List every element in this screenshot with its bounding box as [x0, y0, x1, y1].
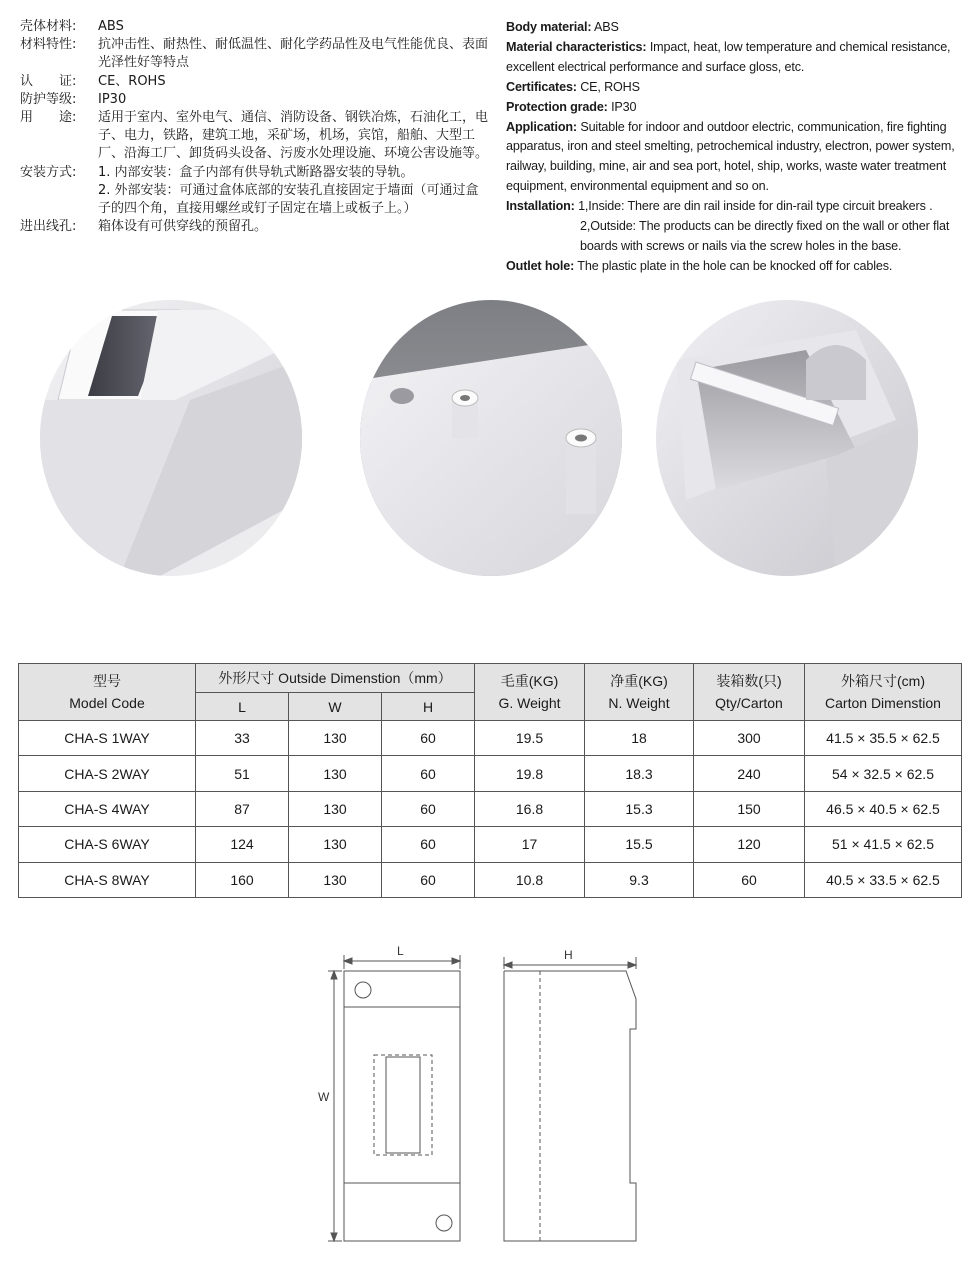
cell-w: 130	[289, 827, 382, 862]
side-view	[504, 971, 636, 1241]
cell-gw: 19.5	[475, 721, 585, 756]
cell-h: 60	[382, 721, 475, 756]
label-l: L	[397, 944, 404, 958]
arrow-left	[344, 958, 352, 964]
header-h: H	[382, 693, 475, 721]
cell-nw: 15.3	[585, 791, 694, 826]
side-outline	[504, 971, 636, 1241]
spec-cn-value: ABS	[98, 19, 124, 34]
spec-en-value: 2,Outside: The products can be directly fixed on the wall or other flat boards with screws or nails via the screw holes in the base.	[580, 219, 950, 253]
spec-cn-label: 防护等级:	[20, 91, 77, 107]
product-photo-cover	[40, 300, 302, 576]
spec-cn-value: 箱体设有可供穿线的预留孔。	[98, 219, 268, 235]
cell-qty: 300	[694, 721, 805, 756]
arrow-up	[331, 971, 337, 979]
arrow-right	[628, 962, 636, 968]
spec-en-label: Protection grade:	[506, 99, 608, 114]
cell-carton: 51 × 41.5 × 62.5	[805, 827, 962, 862]
spec-cn-value: CE、ROHS	[98, 73, 166, 89]
cell-gw: 19.8	[475, 756, 585, 791]
spec-cn-label: 材料特性:	[20, 37, 77, 53]
cell-carton: 41.5 × 35.5 × 62.5	[805, 721, 962, 756]
header-qty	[694, 664, 805, 721]
spec-cn-row	[20, 164, 490, 182]
spec-chinese	[20, 18, 490, 236]
header-nw-en: N. Weight	[608, 695, 670, 711]
cell-l: 160	[196, 862, 289, 897]
spec-cn-row	[20, 91, 490, 109]
cell-gw: 17	[475, 827, 585, 862]
header-w: W	[289, 693, 382, 721]
header-net-weight	[585, 664, 694, 721]
header-model-en: Model Code	[69, 695, 145, 711]
cell-h: 60	[382, 827, 475, 862]
header-qty-cn: 装箱数(只)	[716, 673, 782, 689]
cell-w: 130	[289, 721, 382, 756]
spec-en-certificates	[506, 78, 968, 98]
cell-qty: 60	[694, 862, 805, 897]
spec-en-label: Material characteristics:	[506, 39, 647, 54]
spec-en-label: Body material:	[506, 20, 592, 34]
spec-en-protection	[506, 98, 968, 118]
header-gw-en: G. Weight	[498, 695, 561, 711]
cell-h: 60	[382, 862, 475, 897]
cell-model: CHA-S 2WAY	[19, 756, 196, 791]
screw-hole-top	[355, 982, 371, 998]
cell-h: 60	[382, 791, 475, 826]
spec-en-application	[506, 118, 968, 198]
cell-l: 33	[196, 721, 289, 756]
table-row	[19, 827, 962, 862]
spec-cn-value: 抗冲击性、耐热性、耐低温性、耐化学药品性及电气性能优良、表面光泽性好等特点	[98, 37, 489, 71]
spec-en-label: Application:	[506, 119, 577, 134]
table-row	[19, 756, 962, 791]
spec-cn-label	[20, 182, 98, 218]
spec-en-value: 1,Inside: There are din rail inside for din-rail type circuit breakers .	[578, 199, 933, 214]
cell-w: 130	[289, 862, 382, 897]
spec-cn-row	[20, 109, 490, 164]
spec-en-installation-2	[506, 217, 968, 257]
dimension-w	[328, 971, 342, 1241]
spec-cn-row	[20, 18, 490, 36]
cell-nw: 18.3	[585, 756, 694, 791]
spec-en-value: The plastic plate in the hole can be knocked off for cables.	[577, 258, 893, 273]
cell-nw: 9.3	[585, 862, 694, 897]
cell-h: 60	[382, 756, 475, 791]
product-photo-base	[360, 300, 622, 576]
table-row	[19, 791, 962, 826]
header-model	[19, 664, 196, 721]
arrow-down	[331, 1233, 337, 1241]
cell-model: CHA-S 4WAY	[19, 791, 196, 826]
cell-w: 130	[289, 791, 382, 826]
spec-cn-row	[20, 182, 490, 218]
spec-cn-row	[20, 36, 490, 72]
cell-l: 87	[196, 791, 289, 826]
spec-cn-row	[20, 218, 490, 236]
spec-en-label: Installation:	[506, 199, 575, 214]
spec-en-value: CE, ROHS	[580, 79, 640, 94]
enclosure-base-illustration	[360, 300, 622, 576]
technical-drawing	[300, 935, 680, 1250]
header-gross-weight	[475, 664, 585, 721]
spec-en-installation	[506, 197, 968, 217]
spec-en-characteristics	[506, 38, 968, 78]
spec-en-value: Impact, heat, low temperature and chemical resistance, excellent electrical performance and surface gloss, etc.	[506, 39, 951, 74]
label-h: H	[564, 948, 573, 962]
spec-cn-label: 安装方式:	[20, 164, 77, 180]
table-row	[19, 862, 962, 897]
cell-w: 130	[289, 756, 382, 791]
spec-cn-value: 1. 内部安装：盒子内部有供导轨式断路器安装的导轨。	[98, 164, 414, 180]
spec-en-body	[506, 18, 968, 38]
window-inner	[386, 1057, 420, 1153]
header-nw-cn: 净重(KG)	[610, 673, 668, 689]
label-w: W	[318, 1090, 330, 1104]
spec-en-value: ABS	[594, 20, 619, 34]
cell-l: 124	[196, 827, 289, 862]
header-qty-en: Qty/Carton	[715, 695, 783, 711]
cell-model: CHA-S 6WAY	[19, 827, 196, 862]
header-model-cn: 型号	[93, 673, 121, 689]
header-carton-cn: 外箱尺寸(cm)	[841, 673, 925, 689]
header-gw-cn: 毛重(KG)	[500, 673, 559, 689]
product-photo-rail	[656, 300, 918, 576]
spec-en-label: Outlet hole:	[506, 258, 575, 273]
cell-gw: 16.8	[475, 791, 585, 826]
window-outer	[374, 1055, 432, 1155]
spec-table	[18, 663, 962, 898]
arrow-right	[452, 958, 460, 964]
cell-carton: 40.5 × 33.5 × 62.5	[805, 862, 962, 897]
header-carton-en: Carton Dimenstion	[825, 695, 941, 711]
spec-cn-row	[20, 73, 490, 91]
cell-l: 51	[196, 756, 289, 791]
spec-en-value: IP30	[611, 99, 637, 114]
cell-model: CHA-S 8WAY	[19, 862, 196, 897]
arrow-left	[504, 962, 512, 968]
spec-cn-label: 进出线孔:	[20, 219, 77, 235]
cell-nw: 18	[585, 721, 694, 756]
spec-cn-value: 适用于室内、室外电气、通信、消防设备、钢铁冶炼，石油化工，电子、电力，铁路，建筑工地，采矿场，机场，宾馆，船舶、大型工厂、沿海工厂、卸货码头设备、污废水处理设施、环境公害设施等。	[98, 110, 489, 162]
spec-en-value: Suitable for indoor and outdoor electric, communication, fire fighting apparatus, iron and steel smelting, petrochemical industry, electron, power system, railway, building, mine, air and sea port, hotel, ship, works, waste water treatment equipment, environmental equipment and so on.	[506, 119, 955, 194]
table-row	[19, 721, 962, 756]
spec-english	[506, 18, 968, 277]
screw-hole-bottom	[436, 1215, 452, 1231]
cell-qty: 240	[694, 756, 805, 791]
table-header-row	[19, 664, 962, 693]
spec-en-label: Certificates:	[506, 79, 577, 94]
header-dimension: 外形尺寸 Outside Dimenstion（mm）	[196, 664, 475, 693]
header-l: L	[196, 693, 289, 721]
spec-cn-label: 壳体材料:	[20, 19, 77, 34]
front-view	[344, 971, 460, 1241]
din-rail-illustration	[656, 300, 918, 576]
spec-en-outlet	[506, 257, 968, 277]
cell-nw: 15.5	[585, 827, 694, 862]
header-carton	[805, 664, 962, 721]
spec-cn-value: IP30	[98, 91, 127, 107]
cell-qty: 150	[694, 791, 805, 826]
enclosure-cover-illustration	[40, 300, 302, 576]
cell-gw: 10.8	[475, 862, 585, 897]
cell-model: CHA-S 1WAY	[19, 721, 196, 756]
front-outline	[344, 971, 460, 1241]
spec-cn-label: 用 途:	[20, 110, 77, 126]
spec-cn-label: 认 证:	[20, 73, 77, 89]
spec-cn-value: 2. 外部安装：可通过盒体底部的安装孔直接固定于墙面（可通过盒子的四个角，直接用螺丝或钉子固定在墙上或板子上。）	[98, 182, 479, 217]
cell-carton: 46.5 × 40.5 × 62.5	[805, 791, 962, 826]
cell-carton: 54 × 32.5 × 62.5	[805, 756, 962, 791]
cell-qty: 120	[694, 827, 805, 862]
